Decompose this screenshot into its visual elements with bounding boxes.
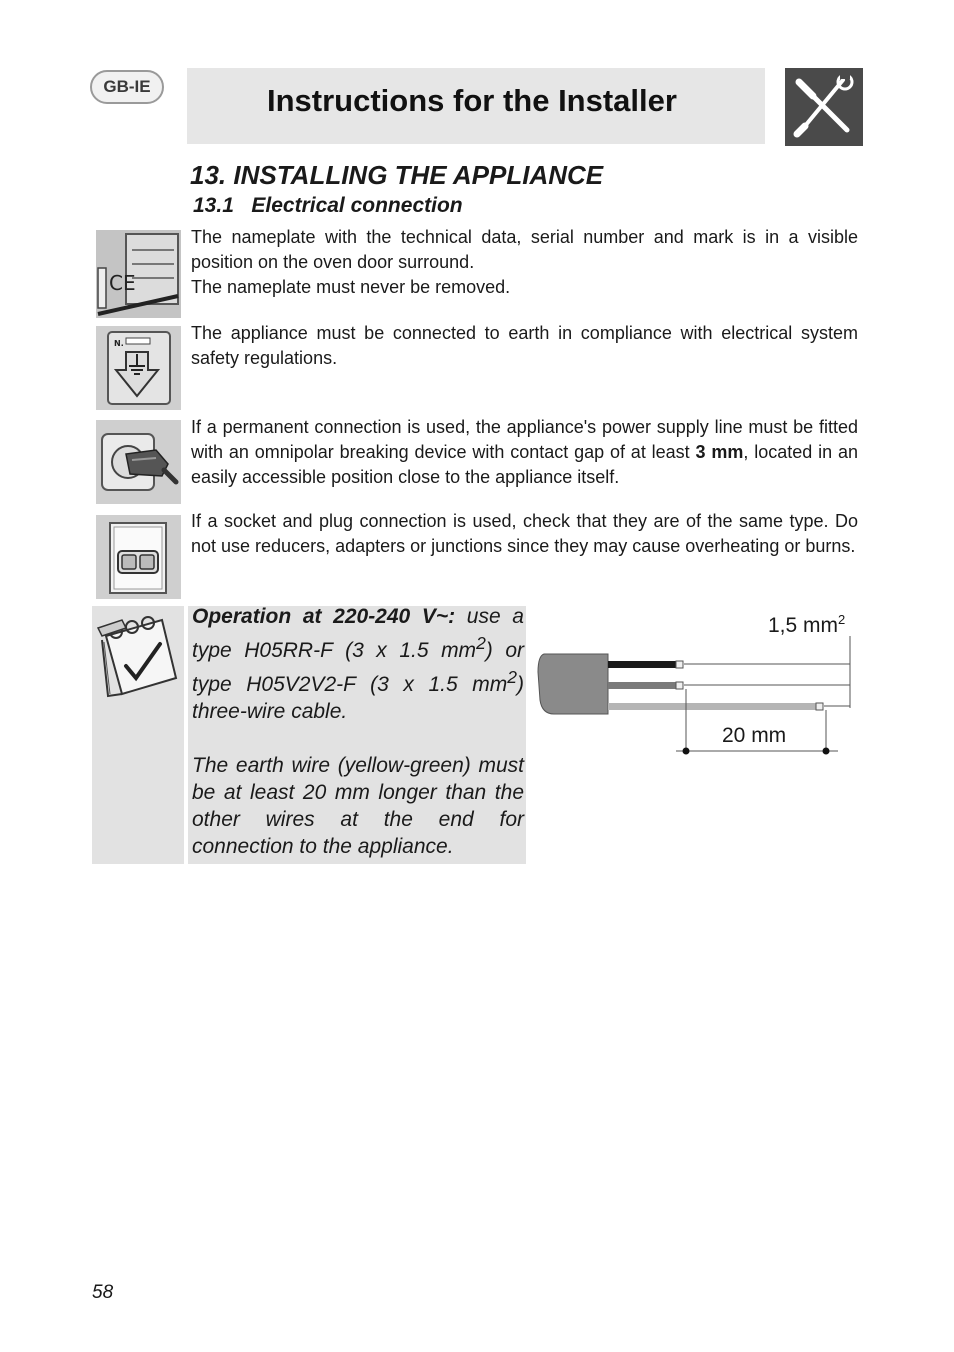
contact-gap-value: 3 mm <box>695 442 744 462</box>
nameplate-text <box>191 225 858 300</box>
superscript: 2 <box>507 667 517 687</box>
socket-plug-paragraph: If a socket and plug connection is used, check that they are of the same type. Do not use reducers, adapters or junctions since they may cause overheating or burns. <box>191 511 858 556</box>
cable-spec-part-1: use a type H05RR-F (3 x 1.5 mm <box>192 605 524 662</box>
nameplate-paragraph: The nameplate with the technical data, serial number and mark is in a visible position on the oven door surround. <box>191 227 858 272</box>
nameplate-ce-icon <box>96 230 181 318</box>
cable-spec-part-2: ) or type H05V2V2-F (3 x 1.5 mm <box>192 639 525 696</box>
permanent-text-part-2: , located in an easily accessible position close to the appliance itself. <box>191 442 859 487</box>
cross-section-value: 1,5 mm <box>768 614 839 637</box>
operation-voltage-label: Operation at 220-240 V~: <box>192 605 456 628</box>
earth-paragraph: The appliance must be connected to earth in compliance with electrical system safety regulations. <box>191 323 858 368</box>
page-number: 58 <box>92 1282 114 1303</box>
cable-spec-paragraph <box>192 603 524 725</box>
earth-wire-length-label: 20 mm <box>722 724 787 747</box>
socket-plug-text <box>191 509 858 559</box>
superscript: 2 <box>476 633 486 653</box>
svg-text:N.: N. <box>114 339 124 348</box>
earth-text <box>191 321 858 371</box>
page-title: Instructions for the Installer <box>267 83 677 118</box>
wall-socket-plug-icon <box>96 420 181 504</box>
region-badge: GB-IE <box>90 70 164 104</box>
earth-ground-icon <box>96 326 181 410</box>
subsection-title: 13.1 Electrical connection <box>193 194 463 217</box>
cross-section-label <box>768 612 845 638</box>
tools-icon <box>785 68 863 146</box>
superscript: 2 <box>838 612 846 627</box>
nameplate-paragraph-2: The nameplate must never be removed. <box>191 277 511 297</box>
permanent-connection-text <box>191 415 858 490</box>
permanent-text-part-1: If a permanent connection is used, the appliance's power supply line must be fitted with an omnipolar breaking device with contact gap of at least <box>191 417 858 462</box>
cable-spec-part-3: ) three-wire cable. <box>192 673 524 723</box>
switch-icon <box>96 515 181 599</box>
svg-text:CE: CE <box>109 271 136 295</box>
section-title: 13. INSTALLING THE APPLIANCE <box>190 160 604 190</box>
note-text <box>192 603 524 860</box>
earth-wire-paragraph: The earth wire (yellow-green) must be at least 20 mm longer than the other wires at the end for connection to the appliance. <box>192 754 524 858</box>
note-icon-column <box>92 606 184 864</box>
permanent-connection-paragraph <box>191 415 858 490</box>
